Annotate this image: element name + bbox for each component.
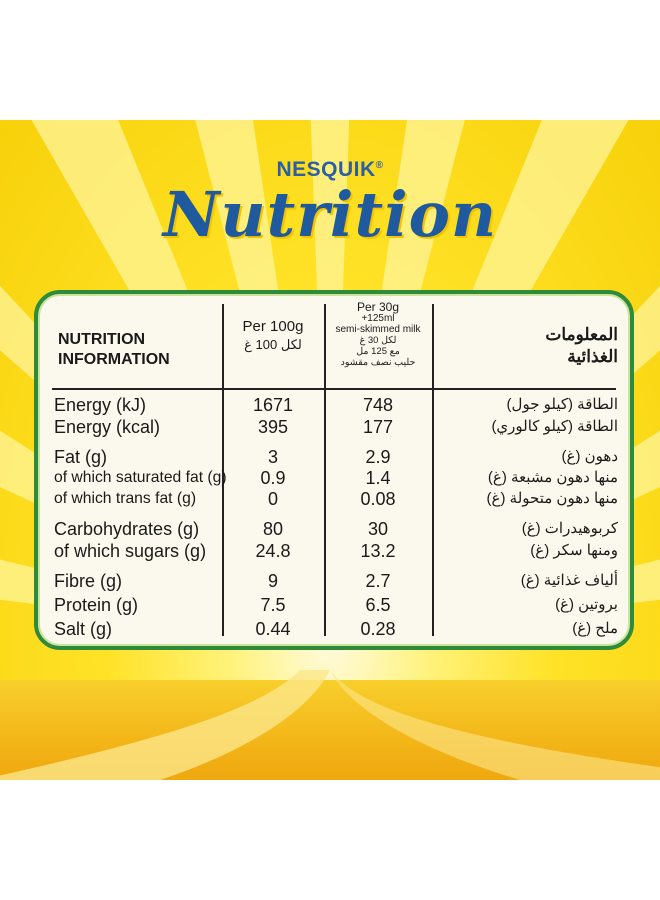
value-per-30g: 0.08	[360, 489, 396, 509]
header-per-30g-line2: +125ml	[361, 313, 395, 324]
header-per-30g-line3: semi-skimmed milk	[335, 324, 421, 335]
table-row	[38, 618, 638, 640]
value-per-100g: 1671	[252, 395, 294, 415]
header-divider	[52, 388, 616, 390]
value-per-30g: 1.4	[365, 468, 391, 488]
header-per-30g-ar2: مع 125 مل	[356, 346, 400, 357]
value-per-30g: 2.7	[365, 571, 391, 591]
value-per-100g: 395	[257, 417, 289, 437]
value-per-30g: 13.2	[360, 541, 396, 561]
nutrient-name: Carbohydrates (g)	[54, 519, 200, 539]
nutrient-name: Protein (g)	[54, 595, 139, 615]
nutrient-name-arabic: ألياف غذائية (غ)	[520, 572, 618, 589]
header-arabic	[438, 324, 618, 368]
value-per-100g: 0	[267, 489, 278, 509]
value-per-100g: 7.5	[260, 595, 286, 615]
page-title: Nutrition	[162, 178, 498, 251]
header-per-100g-ar: لكل 100 غ	[244, 337, 302, 352]
table-row	[38, 570, 638, 592]
nutrient-name: of which trans fat (g)	[54, 490, 197, 507]
value-per-30g: 6.5	[365, 595, 391, 615]
table-row	[38, 446, 638, 468]
nutrient-name: Energy (kcal)	[54, 417, 161, 437]
header-per-100g-en: Per 100g	[242, 318, 304, 335]
header-per-30g-line1: Per 30g	[356, 300, 400, 314]
header-per-30g-ar3: حليب نصف مقشود	[340, 357, 416, 368]
header-arabic-line1: المعلومات	[545, 325, 618, 344]
header-english-line2: INFORMATION	[58, 351, 170, 368]
header-per-100g	[224, 318, 322, 353]
header-arabic-line2: الغذائية	[567, 347, 618, 366]
table-row	[38, 518, 638, 540]
nutrient-name: Energy (kJ)	[54, 395, 147, 415]
value-per-30g: 177	[362, 417, 394, 437]
table-row	[38, 416, 638, 438]
value-per-100g: 0.9	[260, 468, 286, 488]
nutrient-name-arabic: بروتين (غ)	[555, 596, 618, 613]
value-per-100g: 24.8	[255, 541, 291, 561]
value-per-100g: 3	[267, 447, 278, 467]
table-row	[38, 540, 638, 562]
nutrient-name-arabic: ملح (غ)	[572, 620, 618, 637]
header-per-30g	[326, 302, 430, 368]
nutrition-table	[34, 290, 634, 650]
nutrient-name: Fibre (g)	[54, 571, 123, 591]
value-per-100g: 0.44	[255, 619, 291, 639]
value-per-30g: 0.28	[360, 619, 396, 639]
nutrient-name-arabic: ومنها سكر (غ)	[530, 542, 618, 559]
road-graphic	[0, 660, 660, 780]
value-per-30g: 748	[362, 395, 394, 415]
nutrient-name: of which sugars (g)	[54, 541, 207, 561]
nutrient-name-arabic: كربوهيدرات (غ)	[521, 520, 618, 537]
nutrient-name: Salt (g)	[54, 619, 113, 639]
header-english-line1: NUTRITION	[58, 331, 146, 348]
header-per-30g-ar1: لكل 30 غ	[359, 335, 397, 346]
value-per-100g: 80	[262, 519, 284, 539]
package-panel	[0, 120, 660, 780]
table-row	[38, 488, 638, 510]
value-per-100g: 9	[267, 571, 278, 591]
nutrient-name-arabic: الطاقة (كيلو كالوري)	[491, 418, 618, 435]
header-english	[58, 330, 218, 370]
nutrient-name-arabic: الطاقة (كيلو جول)	[506, 396, 618, 413]
registered-mark: ®	[375, 160, 384, 171]
nutrient-name-arabic: دهون (غ)	[561, 448, 618, 465]
nutrient-name-arabic: منها دهون مشبعة (غ)	[487, 469, 618, 486]
value-per-30g: 2.9	[365, 447, 391, 467]
table-row	[38, 594, 638, 616]
nutrient-name: Fat (g)	[54, 447, 108, 467]
value-per-30g: 30	[367, 519, 389, 539]
table-row	[38, 467, 638, 489]
nutrient-name-arabic: منها دهون متحولة (غ)	[486, 490, 618, 507]
brand-name: NESQUIK	[276, 158, 376, 181]
nutrient-name: of which saturated fat (g)	[54, 469, 227, 486]
table-row	[38, 394, 638, 416]
